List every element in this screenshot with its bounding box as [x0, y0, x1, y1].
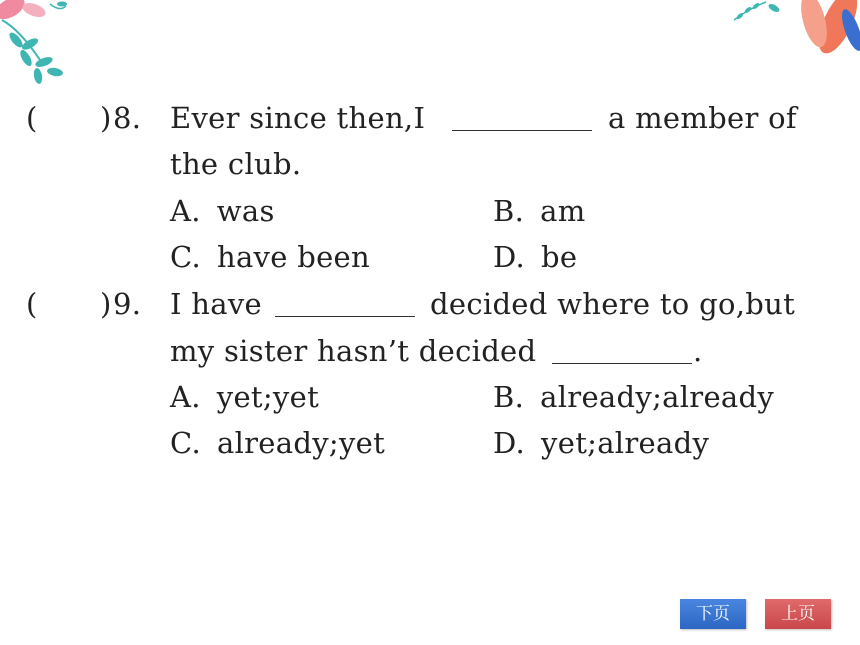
- option-text: already;already: [540, 380, 775, 414]
- question-text: my sister hasn’t decided: [170, 334, 537, 368]
- answer-paren-close: ): [100, 287, 112, 321]
- option-text: yet;already: [541, 426, 710, 460]
- floral-corner-right-icon: [730, 0, 860, 75]
- option-a: [170, 193, 275, 229]
- answer-paren-open: (: [26, 101, 38, 135]
- question-text: Ever since then,I: [170, 101, 426, 135]
- option-letter: D.: [493, 426, 526, 460]
- answer-paren-close: ): [100, 101, 112, 135]
- option-text: already;yet: [216, 426, 386, 460]
- option-letter: A.: [170, 194, 201, 228]
- answer-paren-open: (: [26, 287, 38, 321]
- answer-blank: [552, 337, 692, 364]
- question-text: .: [693, 334, 703, 368]
- question-text: a member of: [608, 101, 797, 135]
- option-text: was: [216, 194, 275, 228]
- option-a: [170, 379, 319, 415]
- question-number: 9.: [113, 287, 142, 321]
- option-text: yet;yet: [216, 380, 320, 414]
- question-text: I have: [170, 287, 262, 321]
- option-b: [493, 379, 774, 415]
- floral-corner-left-icon: [0, 0, 90, 95]
- option-letter: B.: [493, 194, 525, 228]
- answer-blank: [275, 290, 415, 317]
- answer-blank: [452, 104, 592, 131]
- question-8-line2: the club.: [170, 147, 302, 181]
- question-number: 8.: [113, 101, 142, 135]
- option-c: [170, 425, 385, 461]
- question-text: decided where to go,but: [430, 287, 796, 321]
- option-letter: C.: [170, 426, 201, 460]
- option-letter: A.: [170, 380, 201, 414]
- option-text: am: [540, 194, 586, 228]
- next-page-button[interactable]: 下页: [680, 599, 746, 629]
- option-d: [493, 239, 577, 275]
- option-letter: D.: [493, 240, 526, 274]
- previous-page-button[interactable]: 上页: [765, 599, 831, 629]
- option-letter: C.: [170, 240, 201, 274]
- option-c: [170, 239, 370, 275]
- option-b: [493, 193, 586, 229]
- option-text: have been: [216, 240, 370, 274]
- option-text: be: [541, 240, 578, 274]
- option-letter: B.: [493, 380, 525, 414]
- option-d: [493, 425, 709, 461]
